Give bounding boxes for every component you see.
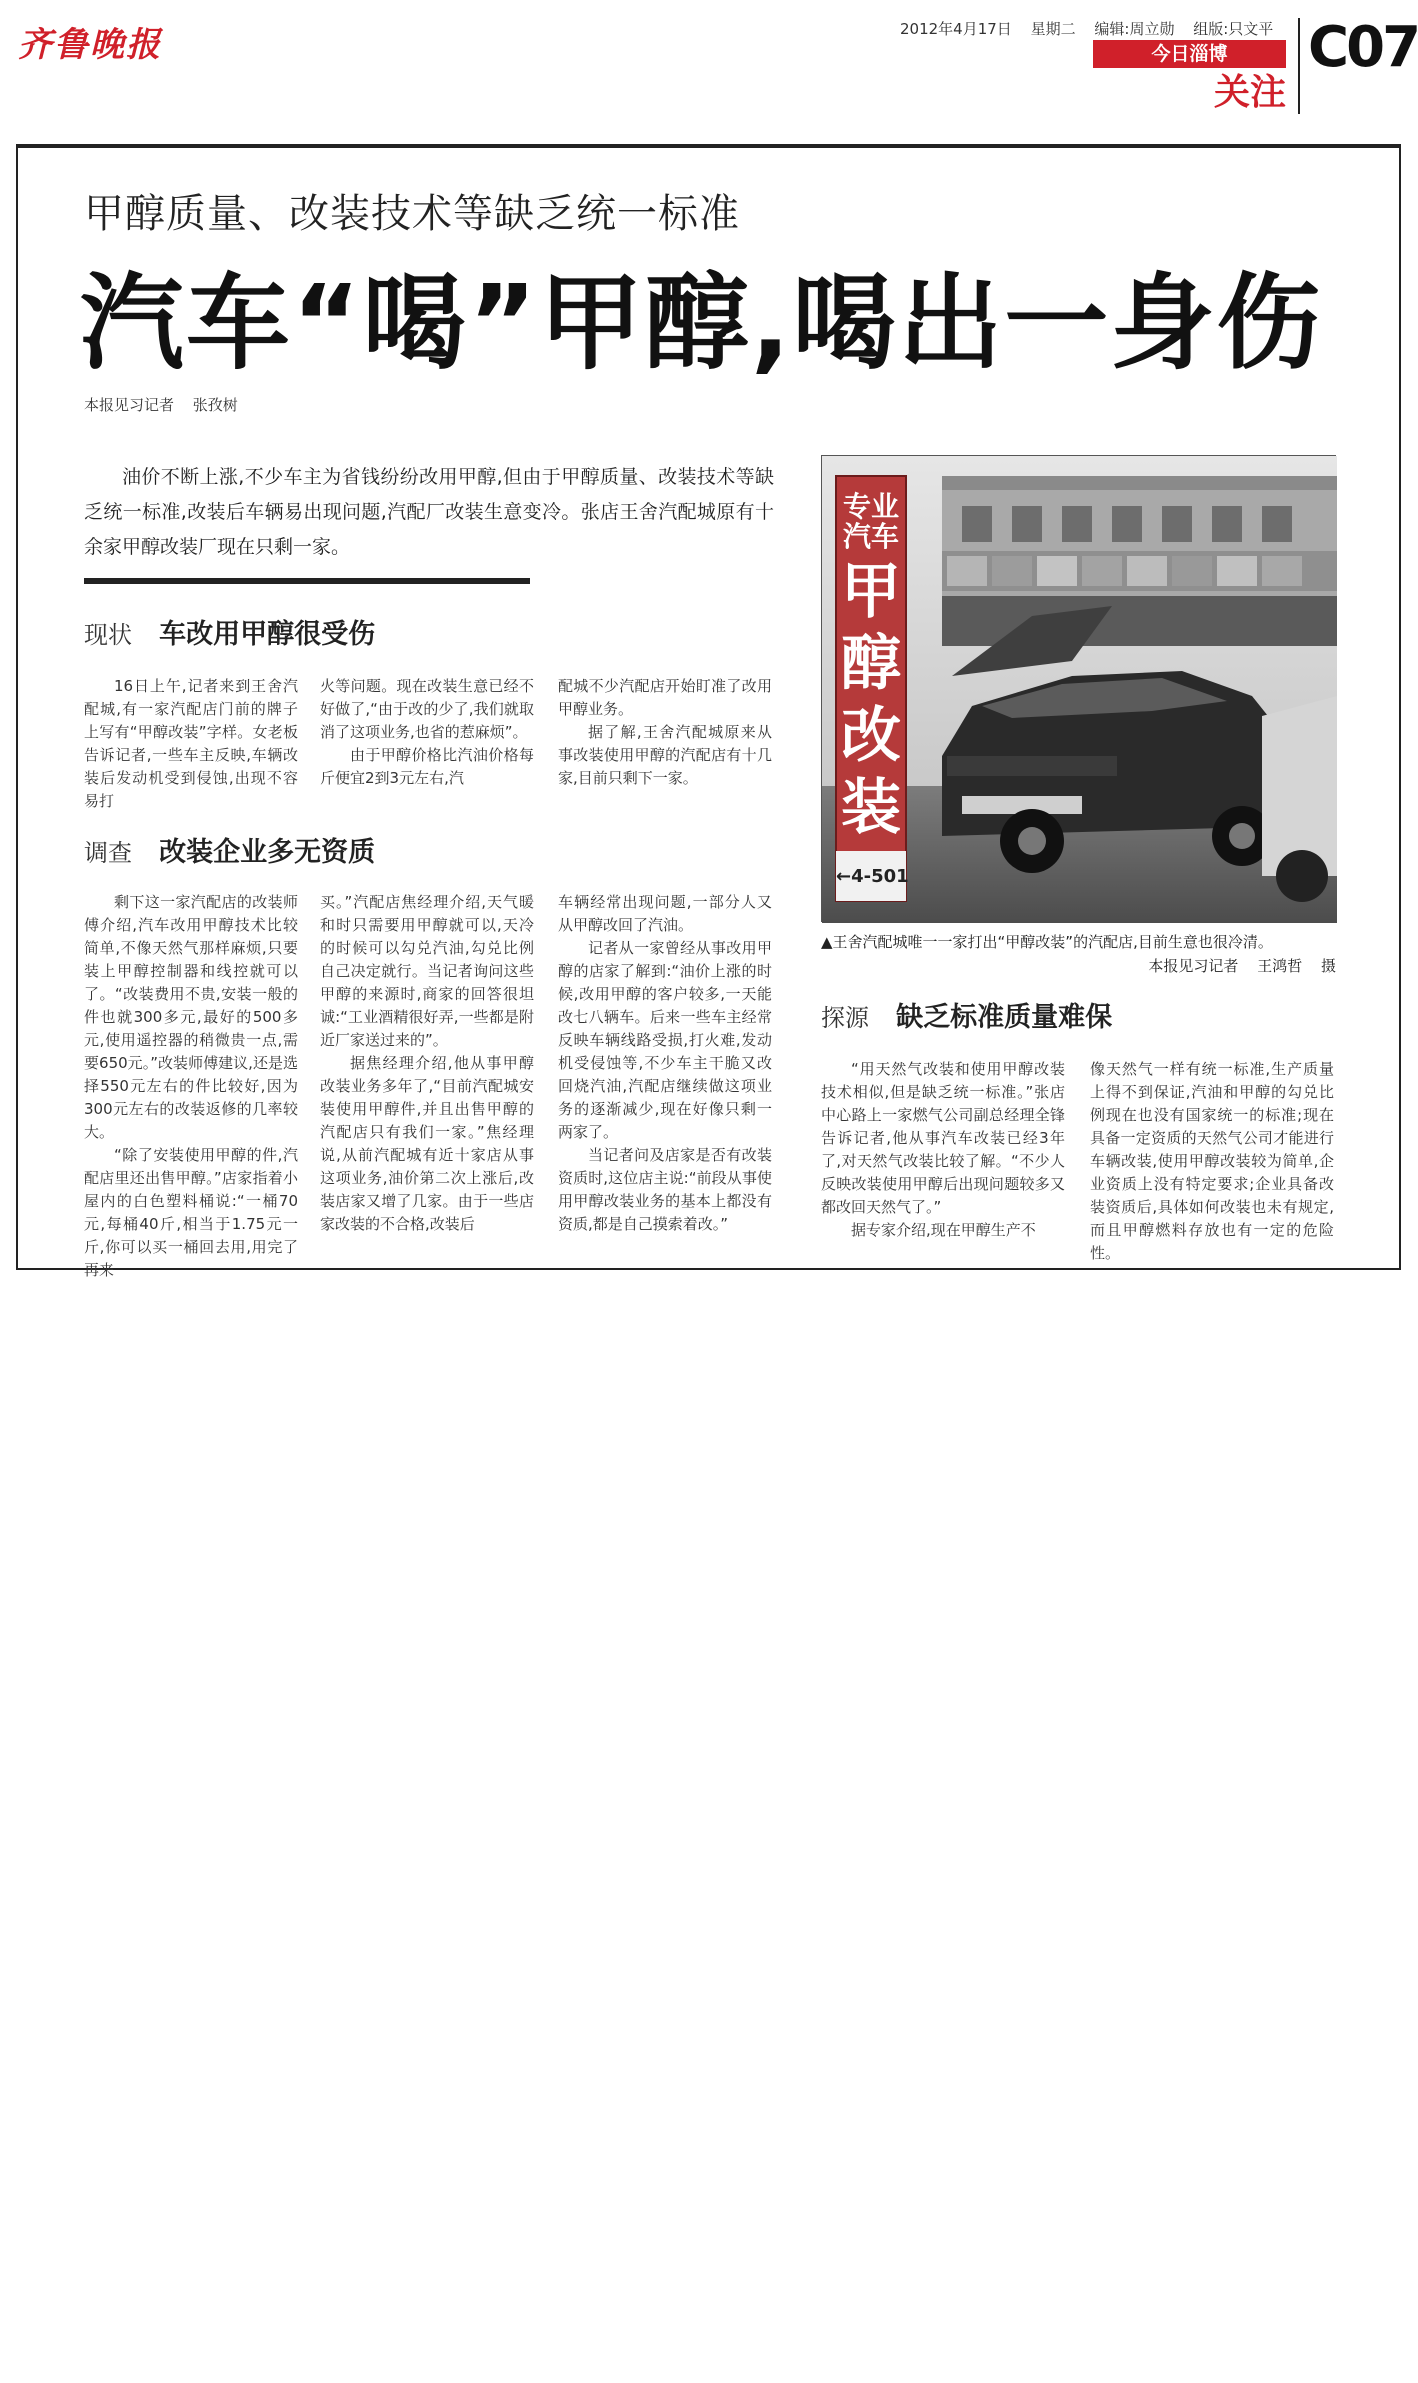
paragraph: 像天然气一样有统一标准,生产质量上得不到保证,汽油和甲醇的勾兑比例现在也没有国家统一的标准;现在具备一定资质的天然气公司才能进行车辆改装,使用甲醇改装较为简单,企业资质上没有特定要求;企业具备改装资质后,具体如何改装也未有规定,而且甲醇燃料存放也有一定的危险性。 — [1090, 1060, 1334, 1262]
issue-meta — [900, 18, 1290, 40]
article-byline — [84, 393, 484, 417]
paragraph: 16日上午,记者来到王舍汽配城,有一家汽配店门前的牌子上写有“甲醇改装”字样。女老板告诉记者,一些车主反映,车辆改装后发动机受到侵蚀,出现不容易打 — [84, 677, 298, 810]
paragraph: 据焦经理介绍,他从事甲醇改装业务多年了,“目前汽配城安装使用甲醇件,并且出售甲醇的汽配店只有我们一家。”焦经理说,从前汽配城有近十家店从事这项业务,油价第二次上涨后,改装店家又增了几家。由于一些店家改装的不合格,改装后 — [320, 1054, 534, 1233]
paragraph: “用天然气改装和使用甲醇改装技术相似,但是缺乏统一标准。”张店中心路上一家燃气公司副总经理全锋告诉记者,他从事汽车改装已经3年了,对天然气改装比较了解。“不少人反映改装使用甲醇后出现问题较多又都改回天然气了。” — [821, 1060, 1065, 1216]
photo-sign-top: 专业汽车 — [842, 490, 899, 553]
section-origin-col-2 — [1090, 1058, 1334, 1262]
masthead-divider — [1298, 18, 1300, 114]
credit-name: 王鸿哲 — [1257, 957, 1303, 975]
section-tab: 今日淄博 — [1093, 40, 1286, 68]
paragraph: 由于甲醇价格比汽油价格每斤便宜2到3元左右,汽 — [320, 746, 534, 787]
section-tag: 探源 — [821, 1004, 869, 1032]
masthead-logo: 齐鲁晚报 — [18, 25, 162, 65]
paragraph: 买。”汽配店焦经理介绍,天气暖和时只需要用甲醇就可以,天冷的时候可以勾兑汽油,勾兑比例自己决定就行。当记者询问这些甲醇的来源时,商家的回答很坦诚:“工业酒精很好弄,一些都是附近厂家送过来的”。 — [320, 893, 534, 1049]
photo-sign-char: 装 — [841, 773, 901, 843]
paragraph: 据专家介绍,现在甲醇生产不 — [851, 1221, 1036, 1239]
paragraph: 据了解,王舍汽配城原来从事改装使用甲醇的汽配店有十几家,目前只剩下一家。 — [558, 723, 772, 787]
photo-caption — [821, 930, 1336, 982]
paragraph: “除了安装使用甲醇的件,汽配店里还出售甲醇。”店家指着小屋内的白色塑料桶说:“一桶70元,每桶40斤,相当于1.75元一斤,你可以买一桶回去用,用完了再来 — [84, 1146, 298, 1279]
section-name: 关注 — [1213, 72, 1286, 113]
issue-weekday: 星期二 — [1030, 20, 1076, 38]
byline-role: 本报见习记者 — [84, 396, 175, 414]
section-title: 改装企业多无资质 — [159, 837, 376, 868]
photo-sign-bottom: ←4-501 — [836, 866, 909, 887]
paragraph: 火等问题。现在改装生意已经不好做了,“由于改的少了,我们就取消了这项业务,也省的惹麻烦”。 — [320, 677, 534, 741]
byline-name: 张孜树 — [192, 396, 238, 414]
section-status-col-1 — [84, 675, 298, 825]
section-header-origin — [821, 998, 1341, 1038]
lede-rule — [84, 578, 530, 584]
section-tag: 调查 — [84, 839, 132, 867]
article-photo — [821, 455, 1336, 922]
section-status-col-2 — [320, 675, 534, 825]
section-header-investigation — [84, 833, 684, 873]
paragraph: 记者从一家曾经从事改用甲醇的店家了解到:“油价上涨的时候,改用甲醇的客户较多,一天能改七八辆车。后来一些车主经常反映车辆线路受损,打火难,发动机受侵蚀等,不少车主干脆又改回烧汽油,汽配店继续做这项业务的逐渐减少,现在好像只剩一两家了。 — [558, 939, 772, 1141]
section-tag: 现状 — [84, 621, 132, 649]
section-status-col-3 — [558, 675, 772, 825]
paragraph: 车辆经常出现问题,一部分人又从甲醇改回了汽油。 — [558, 893, 772, 934]
article-headline: 汽车“喝”甲醇,喝出一身伤 — [80, 262, 1323, 384]
section-investigation-col-2 — [320, 891, 534, 1246]
paragraph: 当记者问及店家是否有改装资质时,这位店主说:“前段从事使用甲醇改装业务的基本上都没有资质,都是自己摸索着改。” — [558, 1146, 772, 1233]
section-investigation-col-3 — [558, 891, 772, 1246]
photo-credit — [821, 954, 1336, 978]
section-header-status — [84, 615, 684, 655]
photo-sign-char: 甲 — [841, 557, 901, 627]
paragraph: 配城不少汽配店开始盯准了改用甲醇业务。 — [558, 677, 772, 718]
article-kicker: 甲醇质量、改装技术等缺乏统一标准 — [84, 191, 740, 237]
paragraph: 剩下这一家汽配店的改装师傅介绍,汽车改用甲醇技术比较简单,不像天然气那样麻烦,只要装上甲醇控制器和线控就可以了。“改装费用不贵,安装一般的件也就300多元,最好的500多元,使用遥控器的稍微贵一点,需要650元。”改装师傅建议,还是选择550元左右的件比较好,因为300元左右的改装返修的几率较大。 — [84, 893, 298, 1141]
photo-sign-char: 醇 — [841, 629, 901, 699]
section-title: 缺乏标准质量难保 — [896, 1002, 1113, 1033]
editor-credit: 编辑:周立勋 — [1094, 20, 1175, 38]
section-origin-col-1 — [821, 1058, 1065, 1248]
credit-role: 本报见习记者 — [1148, 957, 1239, 975]
layout-credit: 组版:只文平 — [1193, 20, 1274, 38]
issue-date: 2012年4月17日 — [900, 20, 1012, 38]
credit-action: 摄 — [1320, 957, 1336, 975]
section-investigation-col-1 — [84, 891, 298, 1279]
caption-text: ▲王舍汽配城唯一一家打出“甲醇改装”的汽配店,目前生意也很冷清。 — [821, 933, 1273, 951]
page-number: C07 — [1308, 15, 1418, 80]
section-title: 车改用甲醇很受伤 — [159, 619, 376, 650]
photo-sign-char: 改 — [841, 701, 901, 771]
article-lede: 油价不断上涨,不少车主为省钱纷纷改用甲醇,但由于甲醇质量、改装技术等缺乏统一标准,改装后车辆易出现问题,汽配厂改装生意变冷。张店王舍汽配城原有十余家甲醇改装厂现在只剩一家。 — [84, 466, 774, 558]
